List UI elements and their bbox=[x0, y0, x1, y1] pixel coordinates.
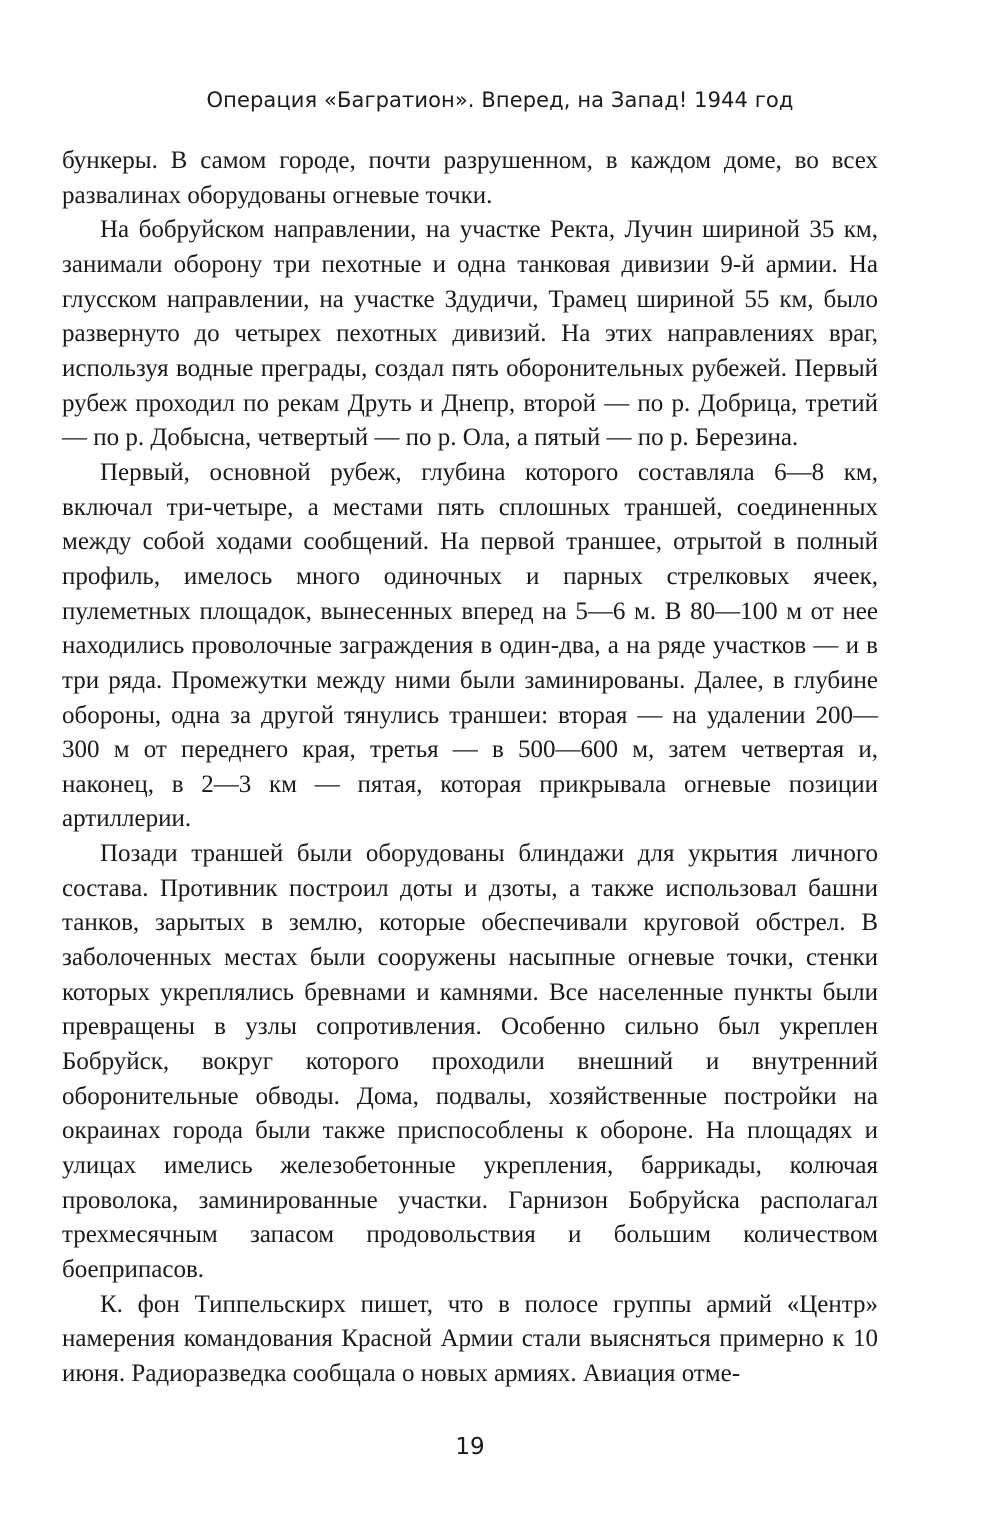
running-header: Операция «Багратион». Вперед, на Запад! 1944 год bbox=[206, 88, 794, 112]
paragraph: Позади траншей были оборудованы блиндажи для укрытия личного состава. Противник построил доты и дзоты, а также использовал башни танков, зарытых в землю, которые обеспечивали круговой обстрел. В заболоченных местах были сооружены насыпные огневые точки, стенки которых укреплялись бревнами и камнями. Все населенные пункты были превращены в узлы сопротивления. Особенно сильно был укреплен Бобруйск, вокруг которого проходили внешний и внутренний оборонительные обводы. Дома, подвалы, хозяйственные постройки на окраинах города были также приспособлены к обороне. На площадях и улицах имелись железобетонные укрепления, баррикады, колючая проволока, заминированные участки. Гарнизон Бобруйска располагал трехмесячным запасом продовольствия и большим количеством боеприпасов. bbox=[62, 840, 878, 1283]
body-text bbox=[62, 144, 878, 1392]
paragraph: К. фон Типпельскирх пишет, что в полосе группы армий «Центр» намерения командования Красной Армии стали выясняться примерно к 10 июня. Радиоразведка сообщала о новых армиях. Авиация отме- bbox=[62, 1290, 878, 1387]
page-number: 19 bbox=[455, 1434, 485, 1460]
paragraph: Первый, основной рубеж, глубина которого составляла 6—8 км, включал три-четыре, а местами пять сплошных траншей, соединенных между собой ходами сообщений. На первой траншее, отрытой в полный профиль, имелось много одиночных и парных стрелковых ячеек, пулеметных площадок, вынесенных вперед на 5—6 м. В 80—100 м от нее находились проволочные заграждения в один-два, а на ряде участков — и в три ряда. Промежутки между ними были заминированы. Далее, в глубине обороны, одна за другой тянулись траншеи: вторая — на удалении 200—300 м от переднего края, третья — в 500—600 м, затем четвертая и, наконец, в 2—3 км — пятая, которая прикрывала огневые позиции артиллерии. bbox=[62, 458, 878, 833]
paragraph: бункеры. В самом городе, почти разрушенном, в каждом доме, во всех развалинах оборудованы огневые точки. bbox=[62, 147, 878, 209]
paragraph: На бобруйском направлении, на участке Ректа, Лучин шириной 35 км, занимали оборону три пехотные и одна танковая дивизии 9-й армии. На глусском направлении, на участке Здудичи, Трамец шириной 55 км, было развернуто до четырех пехотных дивизий. На этих направлениях враг, используя водные преграды, создал пять оборонительных рубежей. Первый рубеж проходил по рекам Друть и Днепр, второй — по р. Добрица, третий — по р. Добысна, четвертый — по р. Ола, а пятый — по р. Березина. bbox=[62, 216, 878, 452]
